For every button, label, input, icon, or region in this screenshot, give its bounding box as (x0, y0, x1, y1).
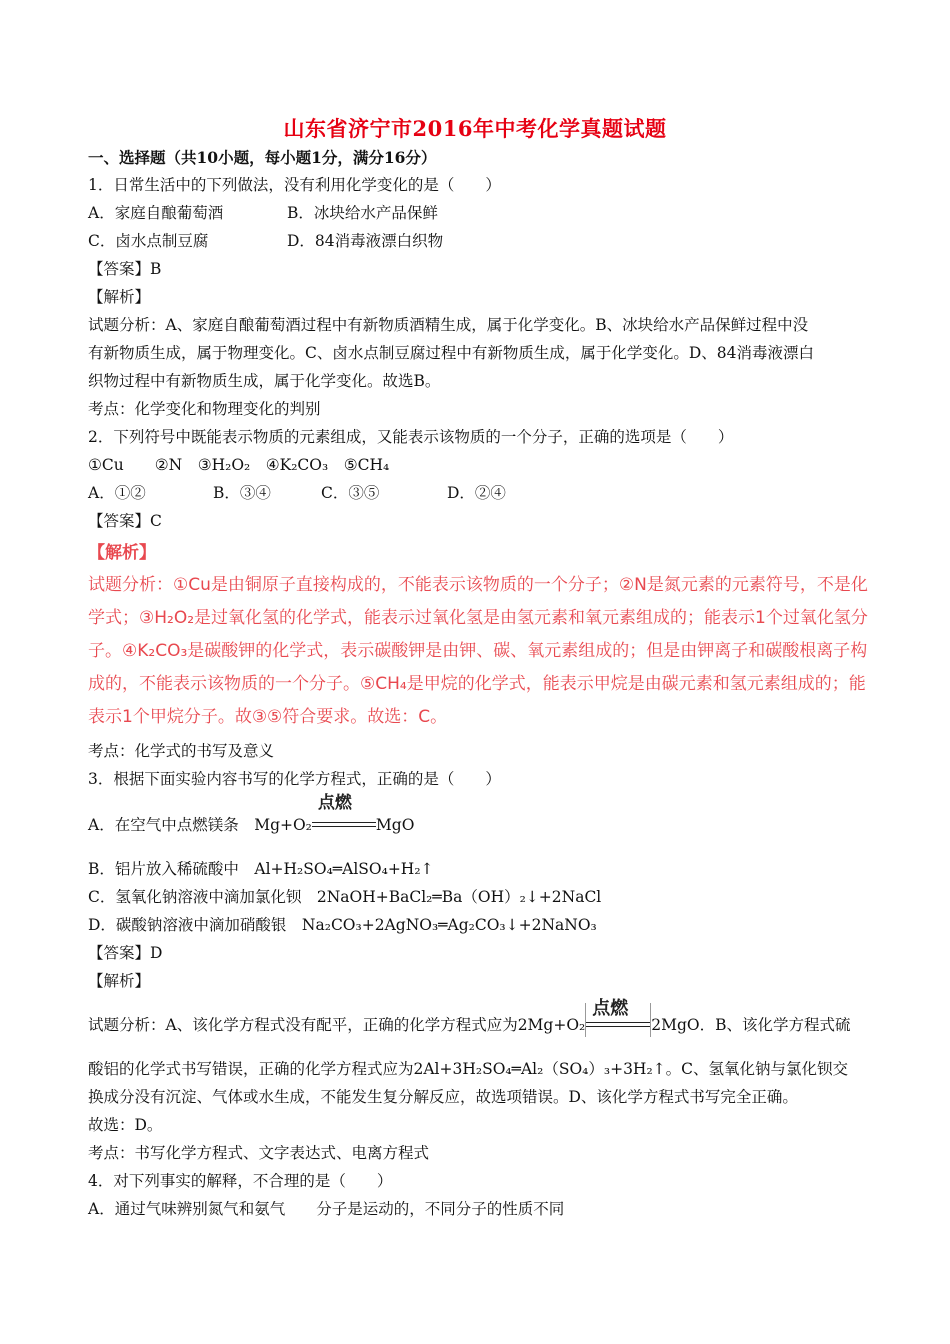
q3-point: 考点：书写化学方程式、文字表达式、电离方程式 (88, 1144, 430, 1162)
reaction-condition-arrow (312, 793, 376, 835)
q1-answer: 【答案】B (88, 260, 162, 278)
q1-option-b: B．冰块给水产品保鲜 (287, 204, 438, 222)
q1-analysis-line: 有新物质生成，属于物理变化。C、卤水点制豆腐过程中有新物质生成，属于化学变化。D、84消毒液漂白 (88, 344, 815, 362)
reaction-condition-arrow (585, 998, 651, 1037)
q2-analysis-line: 表示1个甲烷分子。故③⑤符合要求。故选：C。 (88, 707, 448, 727)
q3-analysis-line: 故选：D。 (88, 1116, 163, 1134)
q2-analysis-line: 学式；③H₂O₂是过氧化氢的化学式，能表示过氧化氢是由氢元素和氧元素组成的；能表示1个过氧化氢分 (88, 608, 868, 628)
q4-stem: 4．对下列事实的解释，不合理的是（ ） (88, 1172, 393, 1190)
q2-option-a: A．①② (88, 484, 146, 502)
reaction-condition-label: 点燃 (592, 998, 629, 1019)
reaction-condition-label: 点燃 (317, 793, 352, 813)
q3-stem: 3．根据下面实验内容书写的化学方程式，正确的是（ ） (88, 770, 501, 788)
q2-option-c: C．③⑤ (321, 484, 380, 502)
q3-option-a (88, 793, 415, 835)
q3-answer: 【答案】D (88, 944, 163, 962)
q3-analysis-line (88, 998, 851, 1049)
section-heading: 一、选择题（共10小题，每小题1分，满分16分） (88, 148, 437, 167)
q3-analysis-text: 2MgO．B、该化学方程式硫 (651, 1016, 851, 1034)
q1-analysis-heading: 【解析】 (88, 288, 151, 306)
q2-analysis-heading: 【解析】 (88, 543, 156, 563)
q2-point: 考点：化学式的书写及意义 (88, 742, 275, 760)
q1-analysis-line: 试题分析：A、家庭自酿葡萄酒过程中有新物质酒精生成，属于化学变化。B、冰块给水产品保鲜过程中没 (88, 316, 809, 334)
q2-symbols: ①Cu ②N ③H₂O₂ ④K₂CO₃ ⑤CH₄ (88, 456, 390, 474)
q3-option-d: D．碳酸钠溶液中滴加硝酸银 Na₂CO₃+2AgNO₃═Ag₂CO₃↓+2NaNO₃ (88, 916, 597, 934)
q1-analysis-line: 织物过程中有新物质生成，属于化学变化。故选B。 (88, 372, 441, 390)
q3-analysis-line: 换成分没有沉淀、气体或水生成，不能发生复分解反应，故选项错误。D、该化学方程式书写完全正确。 (88, 1088, 798, 1106)
q3-option-b: B．铝片放入稀硫酸中 Al+H₂SO₄═AlSO₄+H₂↑ (88, 860, 434, 878)
q1-option-c: C．卤水点制豆腐 (88, 232, 209, 250)
q3-option-a-reactants: A．在空气中点燃镁条 Mg+O₂ (88, 816, 312, 834)
q2-stem: 2．下列符号中既能表示物质的元素组成，又能表示该物质的一个分子，正确的选项是（ ） (88, 428, 734, 446)
q3-analysis-heading: 【解析】 (88, 972, 151, 990)
page-title: 山东省济宁市2016年中考化学真题试题 (283, 116, 667, 141)
q3-analysis-line: 酸铝的化学式书写错误，正确的化学方程式应为2Al+3H₂SO₄═Al₂（SO₄）₃+3H₂↑。C、氢氧化钠与氯化钡交 (88, 1060, 849, 1078)
q3-option-a-product: MgO (375, 816, 415, 834)
q1-option-a: A．家庭自酿葡萄酒 (88, 204, 224, 222)
q1-option-d: D．84消毒液漂白织物 (287, 232, 444, 250)
q2-option-d: D．②④ (447, 484, 506, 502)
q2-answer: 【答案】C (88, 512, 162, 530)
q2-option-b: B．③④ (213, 484, 271, 502)
q2-analysis-line: 试题分析：①Cu是由铜原子直接构成的，不能表示该物质的一个分子；②N是氮元素的元素符号，不是化 (88, 575, 868, 595)
q3-analysis-text: 试题分析：A、该化学方程式没有配平，正确的化学方程式应为2Mg+O₂ (88, 1016, 586, 1034)
q2-analysis-line: 成的，不能表示该物质的一个分子。⑤CH₄是甲烷的化学式，能表示甲烷是由碳元素和氢元素组成的；能 (88, 674, 866, 694)
q4-option-a: A．通过气味辨别氮气和氨气 分子是运动的，不同分子的性质不同 (88, 1200, 565, 1218)
q3-option-c: C．氢氧化钠溶液中滴加氯化钡 2NaOH+BaCl₂═Ba（OH）₂↓+2NaCl (88, 888, 602, 906)
q1-stem: 1．日常生活中的下列做法，没有利用化学变化的是（ ） (88, 176, 501, 194)
q1-point: 考点：化学变化和物理变化的判别 (88, 400, 321, 418)
q2-analysis-line: 子。④K₂CO₃是碳酸钾的化学式，表示碳酸钾是由钾、碳、氧元素组成的；但是由钾离子和碳酸根离子构 (88, 641, 868, 661)
